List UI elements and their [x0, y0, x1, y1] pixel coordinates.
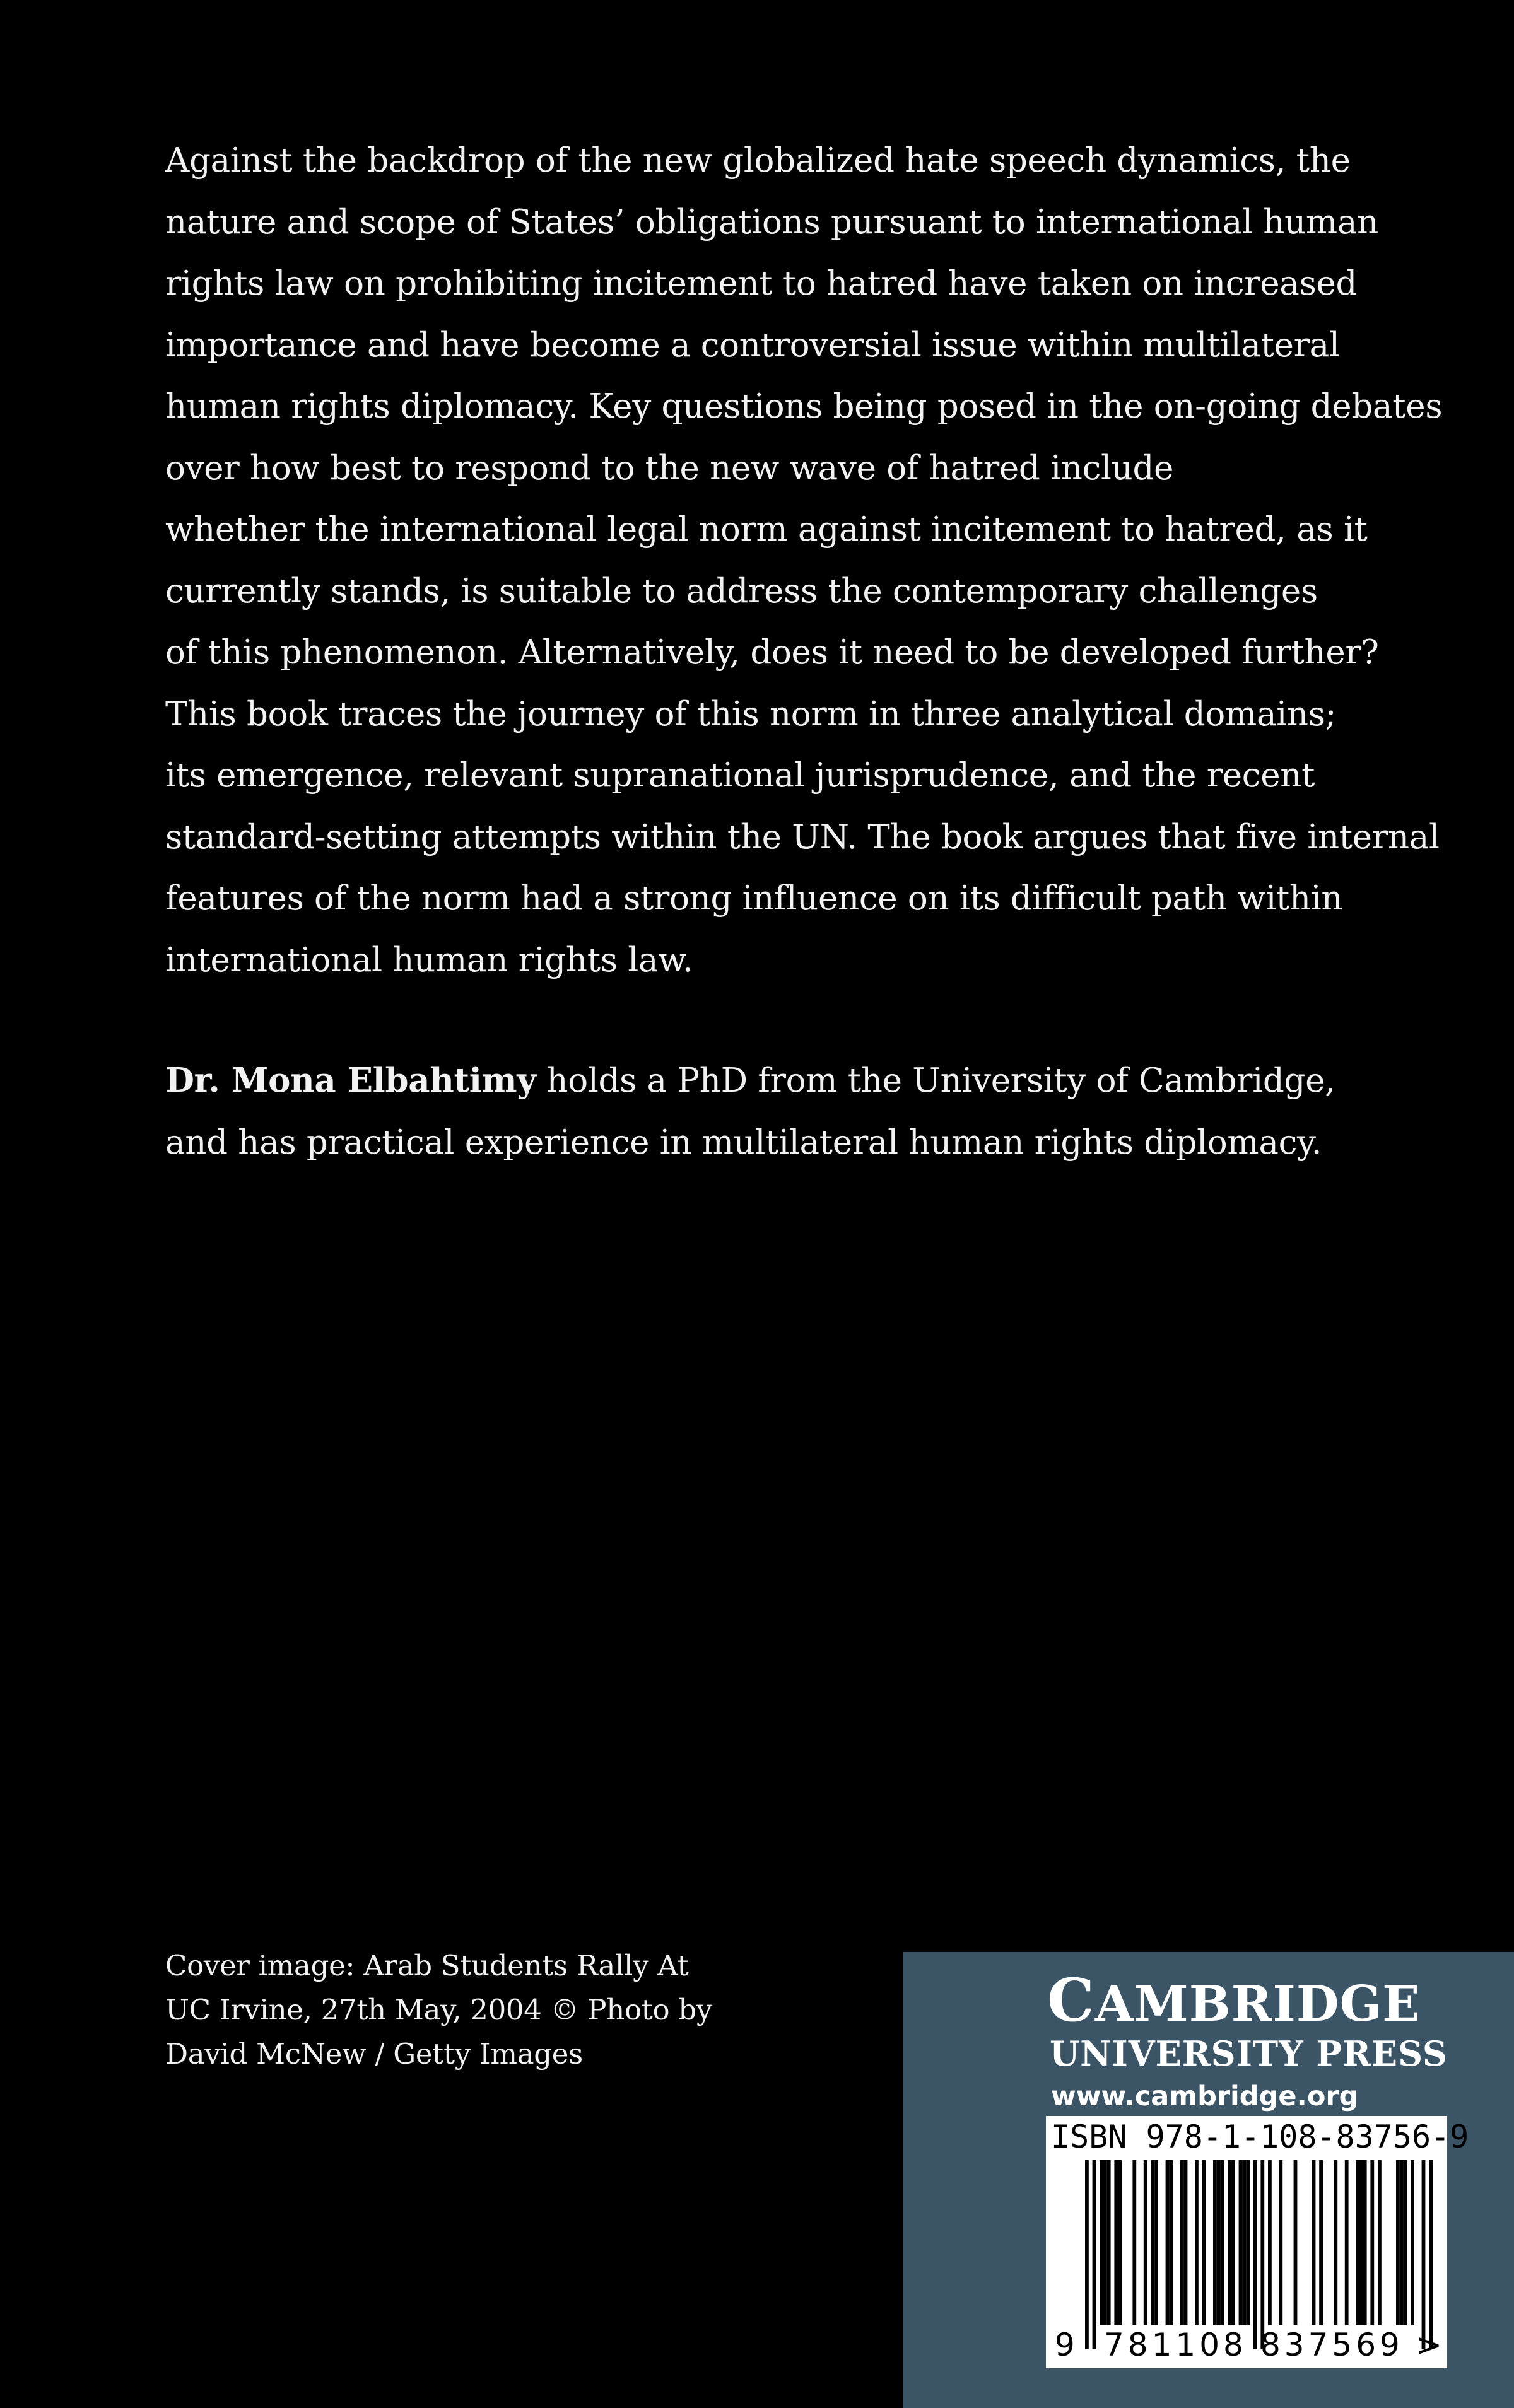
barcode-bar [1151, 2160, 1154, 2325]
description-line: features of the norm had a strong influence on its difficult path within [165, 879, 1343, 918]
description-line: of this phenomenon. Alternatively, does it need to be developed further? [165, 633, 1379, 672]
barcode-bar [1312, 2160, 1316, 2325]
barcode-bar [1228, 2160, 1231, 2325]
barcode-bar [1268, 2160, 1272, 2325]
barcode-bar [1202, 2160, 1206, 2325]
barcode-bar [1166, 2160, 1170, 2325]
barcode-bar [1085, 2160, 1089, 2349]
barcode-bar [1242, 2160, 1246, 2325]
barcode-bar [1195, 2160, 1199, 2325]
barcode-bar [1154, 2160, 1158, 2325]
barcode-bar [1279, 2160, 1282, 2325]
publisher-subtitle: UNIVERSITY PRESS [1050, 2033, 1448, 2074]
barcode-bar [1114, 2160, 1118, 2325]
barcode-bar [1411, 2160, 1414, 2325]
isbn-label: ISBN 978-1-108-83756-9 [1051, 2119, 1469, 2155]
barcode-bar [1103, 2160, 1107, 2325]
barcode-bar [1239, 2160, 1243, 2325]
publisher-name-rest: AMBRIDGE [1094, 1975, 1421, 2033]
publisher-website: www.cambridge.org [1051, 2081, 1359, 2112]
author-bio-line: and has practical experience in multilateral human rights diplomacy. [165, 1123, 1322, 1162]
barcode-bar [1253, 2160, 1257, 2349]
description-line: over how best to respond to the new wave of hatred include [165, 448, 1174, 488]
barcode-bar [1396, 2160, 1400, 2325]
publisher-logo-name [1047, 1966, 1421, 2035]
barcode-bar [1180, 2160, 1184, 2325]
barcode-bar [1217, 2160, 1221, 2325]
barcode-bar [1359, 2160, 1363, 2325]
description-line: currently stands, is suitable to address the contemporary challenges [165, 571, 1318, 611]
barcode-bar [1221, 2160, 1224, 2325]
publisher-name-initial: C [1047, 1966, 1095, 2035]
barcode-end-mark: > [1416, 2327, 1442, 2363]
barcode-bar [1370, 2160, 1374, 2325]
description-line: This book traces the journey of this norm in three analytical domains; [165, 694, 1337, 734]
barcode-bar [1169, 2160, 1173, 2325]
barcode-bar [1319, 2160, 1323, 2325]
barcode-right-group: 837569 [1260, 2327, 1404, 2363]
credit-line: UC Irvine, 27th May, 2004 © Photo by [165, 1993, 712, 2026]
barcode-bar [1345, 2160, 1349, 2325]
barcode-lead-digit: 9 [1055, 2327, 1075, 2363]
barcode-bar [1356, 2160, 1359, 2325]
barcode-bar [1100, 2160, 1103, 2325]
description-line: Against the backdrop of the new globalized hate speech dynamics, the [165, 141, 1351, 180]
barcode-bar [1400, 2160, 1404, 2325]
barcode-bar [1132, 2160, 1136, 2325]
author-bio [165, 1049, 1389, 1174]
barcode-bar [1429, 2160, 1433, 2349]
barcode-bar [1334, 2160, 1337, 2325]
description-line: standard-setting attempts within the UN. The book argues that five internal [165, 817, 1440, 856]
barcode-bar [1213, 2160, 1217, 2325]
barcode-bar [1422, 2160, 1426, 2349]
barcode-bar [1294, 2160, 1298, 2325]
barcode-bar [1231, 2160, 1235, 2325]
cover-image-credit [165, 1944, 859, 2076]
isbn-barcode [1046, 2116, 1469, 2368]
description-line: its emergence, relevant supranational jurisprudence, and the recent [165, 756, 1315, 795]
author-bio-text: holds a PhD from the University of Cambridge, [536, 1061, 1335, 1100]
author-name: Dr. Mona Elbahtimy [165, 1061, 536, 1100]
barcode-bar [1184, 2160, 1188, 2325]
barcode-bar [1118, 2160, 1122, 2325]
publisher-panel [903, 1952, 1514, 2408]
barcode-bar [1363, 2160, 1367, 2325]
barcode-bar [1246, 2160, 1250, 2325]
description-line: whether the international legal norm against incitement to hatred, as it [165, 510, 1368, 549]
author-bio-line [165, 1049, 1389, 1112]
credit-line: David McNew / Getty Images [165, 2037, 583, 2071]
barcode-bar [1144, 2160, 1147, 2325]
book-description [165, 130, 1443, 991]
barcode-bar [1404, 2160, 1407, 2325]
barcode-bar [1260, 2160, 1264, 2349]
description-line: nature and scope of States’ obligations pursuant to international human [165, 202, 1379, 242]
barcode-left-group: 781108 [1104, 2327, 1247, 2363]
description-line: rights law on prohibiting incitement to hatred have taken on increased [165, 264, 1358, 303]
description-line: human rights diplomacy. Key questions being posed in the on-going debates [165, 387, 1443, 426]
barcode-bar [1093, 2160, 1096, 2349]
credit-line: Cover image: Arab Students Rally At [165, 1949, 689, 1982]
description-line: international human rights law. [165, 940, 693, 979]
barcode-bar [1107, 2160, 1111, 2325]
barcode-bar [1378, 2160, 1382, 2325]
description-line: importance and have become a controversial issue within multilateral [165, 325, 1340, 365]
